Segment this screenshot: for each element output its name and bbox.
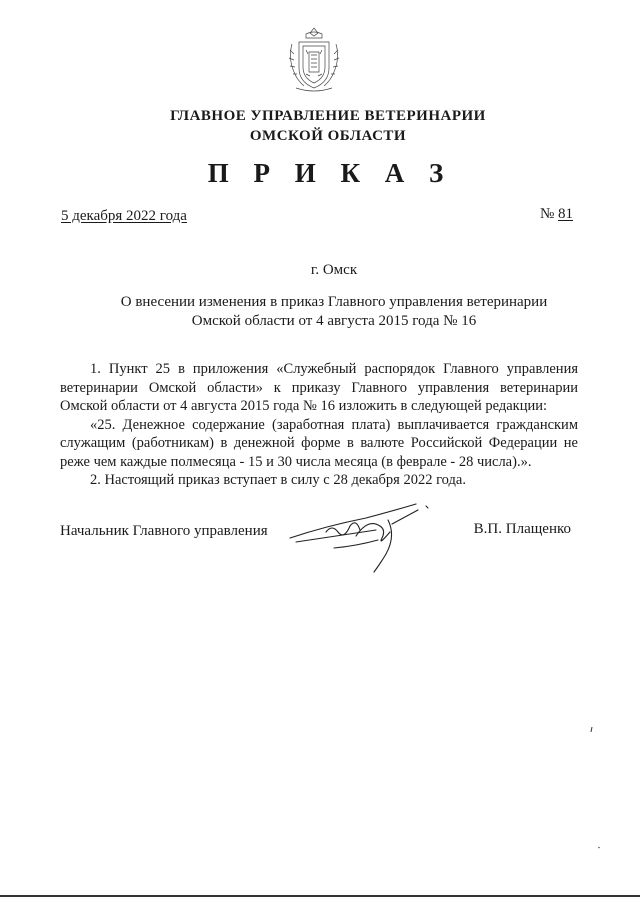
scan-speck [590, 727, 593, 732]
organization-name-line2: ОМСКОЙ ОБЛАСТИ [249, 128, 407, 144]
scan-edge-line [0, 895, 640, 897]
document-subject [14, 293, 640, 331]
document-title: П Р И К А З [207, 158, 453, 188]
document-city: г. Омск [310, 262, 358, 278]
body-paragraph-3: 2. Настоящий приказ вступает в силу с 28 декабря 2022 года. [90, 472, 466, 488]
signer-name: В.П. Плащенко [473, 521, 571, 537]
subject-line1: О внесении изменения в приказ Главного управления ветеринарии [120, 294, 548, 310]
coat-of-arms-icon [284, 24, 344, 94]
scan-speck [598, 846, 600, 849]
document-number [540, 206, 573, 223]
document-body [60, 360, 578, 490]
body-paragraph-2: «25. Денежное содержание (заработная плата) выплачивается гражданским служащим (работникам) в денежной форме в валюте Российской Федерации не реже чем каждые полмесяца - 15 и 30 числа месяца (в феврале - 28 числа).». [60, 416, 578, 470]
document-date: 5 декабря 2022 года [61, 208, 187, 224]
subject-line2: Омской области от 4 августа 2015 года № 16 [191, 313, 477, 329]
organization-name-line1: ГЛАВНОЕ УПРАВЛЕНИЕ ВЕТЕРИНАРИИ [170, 108, 486, 124]
signer-position: Начальник Главного управления [60, 523, 268, 539]
number-value: 81 [558, 206, 573, 222]
number-prefix: № [539, 206, 558, 222]
handwritten-signature [286, 496, 446, 576]
body-paragraph-1: 1. Пункт 25 в приложения «Служебный распорядок Главного управления ветеринарии Омской области» к приказу Главного управления ветеринарии Омской области от 4 августа 2015 года № 16 изложить в следующей редакции: [60, 361, 578, 414]
